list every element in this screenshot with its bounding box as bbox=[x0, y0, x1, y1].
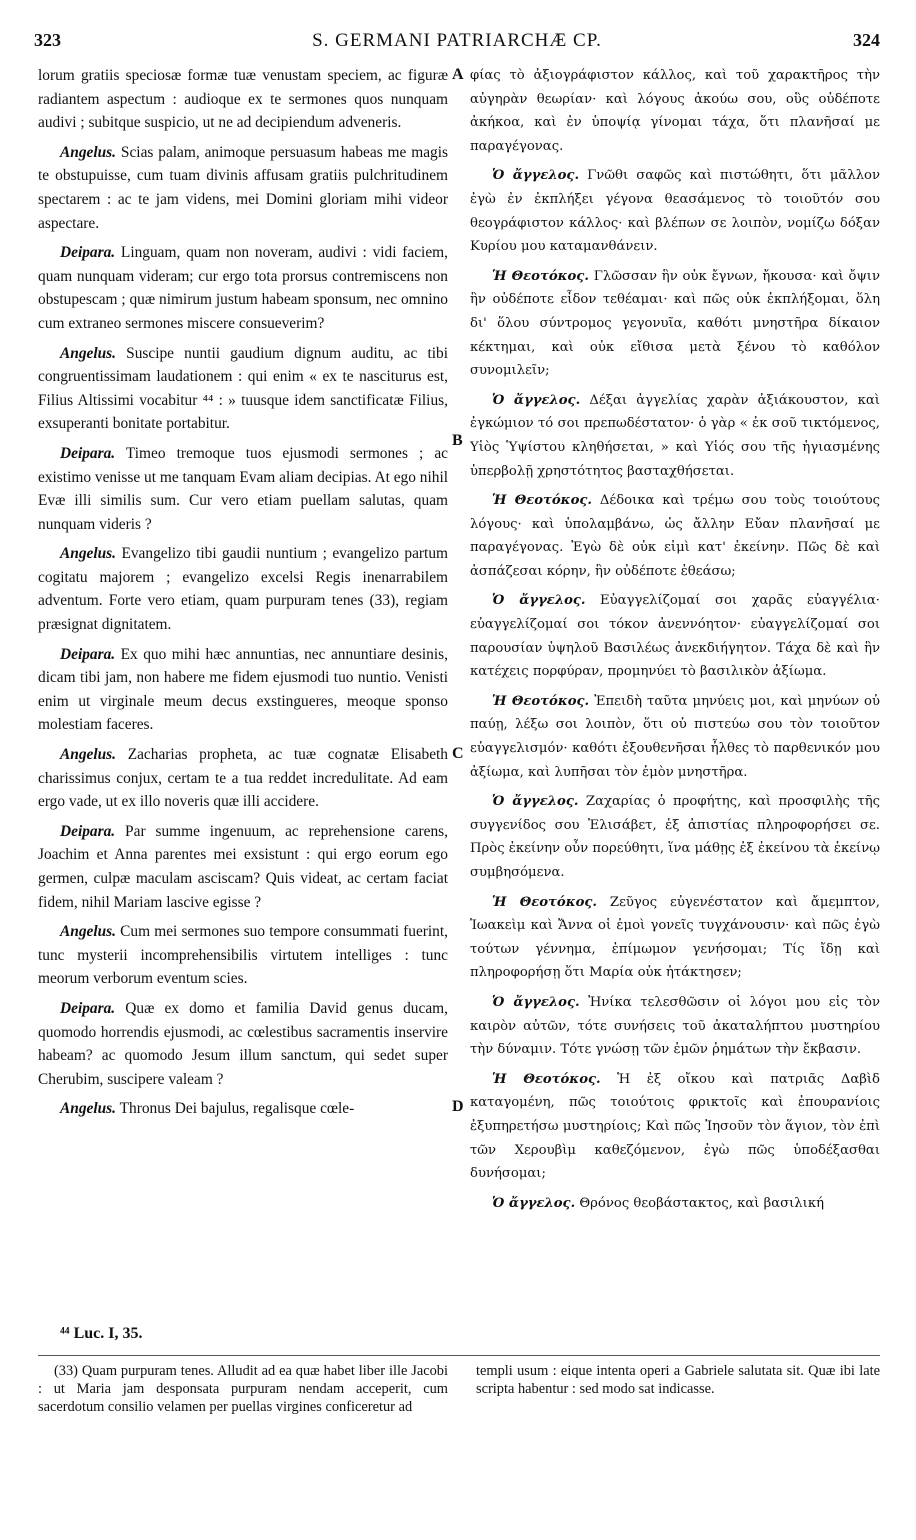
paragraph-text: Ἡ ἐξ οἴκου καὶ πατριᾶς Δαβὶδ καταγομένη, πῶς τοιούτοις φρικτοῖς καὶ ἐπουρανίοις ἐξυπηρετήσω μυστηρίοις; Καὶ πῶς Ἰησοῦν τὸν ἅγιον, τὸν ἐπὶ τῶν Χερουβὶμ καθεζόμενον, ἐγὼ πῶς ὑποδέξασθαι δυνήσομαι; bbox=[470, 1071, 880, 1182]
speaker-label: Ἡ Θεοτόκος. bbox=[492, 493, 592, 509]
greek-paragraph bbox=[470, 1068, 880, 1186]
latin-paragraph bbox=[38, 64, 448, 135]
paragraph-text: Linguam, quam non noveram, audivi : vidi faciem, quam nunquam videram; cur ergo tota prorsus contremiscens non obstupescam ; quæ nimirum justum habeam sponsum, nec omnino cum extraneo sermones miscere consueverim? bbox=[38, 244, 448, 332]
paragraph-text: Δέξαι ἀγγελίας χαρὰν ἀξιάκουστον, καὶ ἐγκώμιον τό σοι πρεπωδέστατον· ὁ γὰρ « ἐκ σοῦ τικτόμενος, Υἱὸς Ὑψίστου κληθήσεται, » καὶ Υἱός σου τῆς ἡγιασμένης ὑπερβολῇ χρηστότητος βασταχθήσεται. bbox=[470, 392, 880, 479]
paragraph-text: Θρόνος θεοβάστακτος, καὶ βασιλική bbox=[579, 1195, 824, 1211]
running-header bbox=[34, 30, 880, 58]
margin-letter-c: C bbox=[452, 745, 464, 762]
footnote-rule bbox=[38, 1355, 880, 1356]
greek-paragraph bbox=[470, 64, 880, 158]
speaker-label: Angelus. bbox=[60, 143, 117, 161]
paragraph-text: Thronus Dei bajulus, regalisque cœle- bbox=[119, 1100, 355, 1118]
page-number-left: 323 bbox=[34, 30, 61, 50]
speaker-label: Ἡ Θεοτόκος. bbox=[492, 268, 589, 284]
margin-letter-a: A bbox=[452, 66, 464, 83]
greek-paragraph bbox=[470, 489, 880, 583]
speaker-label: Deipara. bbox=[60, 645, 116, 663]
speaker-label: Deipara. bbox=[60, 822, 116, 840]
speaker-label: Angelus. bbox=[60, 923, 117, 941]
footnote-reference: ⁴⁴ Luc. I, 35. bbox=[60, 1325, 143, 1342]
speaker-label: Angelus. bbox=[60, 1100, 117, 1118]
latin-paragraph bbox=[38, 342, 448, 436]
greek-paragraph bbox=[470, 265, 880, 383]
speaker-label: Ἡ Θεοτόκος. bbox=[492, 693, 590, 709]
greek-paragraph bbox=[470, 891, 880, 985]
speaker-label: Ἡ Θεοτόκος. bbox=[492, 1071, 601, 1087]
paragraph-text: Ἐπειδὴ ταῦτα μηνύεις μοι, καὶ μηνύων οὐ παύῃ, λέξω σοι λοιπὸν, ὅτι οὐ πιστεύω σου τὸν τοιοῦτον εὐαγγελισμόν· καθότι ἐξουθενῆσαι ἦλθες τὸ παρθενικόν μου ἀξίωμα, καὶ λυπῆσαι τὸν ἐμὸν μνηστῆρα. bbox=[470, 693, 880, 780]
latin-paragraph bbox=[38, 820, 448, 914]
latin-paragraph bbox=[38, 743, 448, 814]
paragraph-text: Scias palam, animoque persuasum habeas me magis te obstupuisse, cum tuam divinis affusam gratiis pulchritudinem spectarem : ac te jam videns, mei Domini gloriam mihi videor aspectare. bbox=[38, 143, 448, 232]
speaker-label: Angelus. bbox=[60, 746, 117, 764]
speaker-label: Angelus. bbox=[60, 545, 117, 563]
running-title: S. GERMANI PATRIARCHÆ CP. bbox=[312, 30, 602, 51]
latin-column bbox=[38, 64, 448, 1127]
paragraph-text: Ex quo mihi hæc annuntias, nec annuntiare desinis, dicam tibi jam, non habere me fidem ejusmodi tuo nuntio. Venisti enim ut virginale meum decus exstingueres, meoque sponso molestiam faceres. bbox=[38, 645, 448, 734]
margin-letter-b: B bbox=[452, 432, 463, 449]
paragraph-text: Ζεῦγος εὐγενέστατον καὶ ἄμεμπτον, Ἰωακεὶμ καὶ Ἄννα οἱ ἐμοὶ γονεῖς τυγχάνουσιν· καὶ πῶς ἐγὼ τούτων γέννημα, ἐπίμωμον γενήσομαι; Τίς ἴδῃ καὶ πληροφορήσῃ ὅτι Μαρία οὐκ ἠτάκτησεν; bbox=[470, 894, 880, 981]
latin-paragraph bbox=[38, 1097, 448, 1121]
greek-paragraph bbox=[470, 1192, 880, 1216]
greek-paragraph bbox=[470, 991, 880, 1062]
speaker-label: Deipara. bbox=[60, 999, 116, 1017]
speaker-label: Ὁ ἄγγελος. bbox=[492, 168, 580, 184]
latin-paragraph bbox=[38, 241, 448, 335]
greek-paragraph bbox=[470, 589, 880, 683]
paragraph-text: Ἡνίκα τελεσθῶσιν οἱ λόγοι μου εἰς τὸν καιρὸν αὐτῶν, τότε συνήσεις τοῦ ἀκαταλήπτου μυστηρίου τὴν δύναμιν. Τότε γνώσῃ τῶν ἐμῶν ῥημάτων τὴν ἔκβασιν. bbox=[470, 994, 881, 1058]
latin-paragraph bbox=[38, 643, 448, 737]
paragraph-text: lorum gratiis speciosæ formæ tuæ venustam speciem, ac figuræ radiantem aspectum : audioque ex te sermones quos nunquam audivi ; subitque suspicio, ut ne ad decipiendum adveneris. bbox=[38, 67, 448, 132]
latin-paragraph bbox=[38, 141, 448, 235]
speaker-label: Ὁ ἄγγελος. bbox=[492, 1195, 576, 1211]
latin-paragraph bbox=[38, 442, 448, 536]
speaker-label: Ὁ ἄγγελος. bbox=[492, 794, 579, 810]
paragraph-text: Δέδοικα καὶ τρέμω σου τοὺς τοιούτους λόγους· καὶ ὑπολαμβάνω, ὡς ἄλλην Εὔαν πλανῆσαί με παραγέγονας. Ἐγὼ δὲ οὐκ εἰμὶ κατ' ἐκείνην. Πῶς δὲ καὶ ἀσπάζεσαι κόρην, ἣν οὐδέποτε ἐθεάσω; bbox=[470, 493, 880, 579]
paragraph-text: φίας τὸ ἀξιογράφιστον κάλλος, καὶ τοῦ χαρακτῆρος τὴν αὐγηρὰν θεωρίαν· καὶ λόγους ἀκούω σου, οὓς οὐδέποτε ἀκήκοα, καὶ ἐν ὑποψίᾳ γίνομαι τάχα, ὅτι πλανῆσαί με παραγέγονας. bbox=[470, 68, 880, 154]
paragraph-text: Suscipe nuntii gaudium dignum auditu, ac tibi congruentissimam laudationem : qui enim « ex te nasciturus est, Filius Altissimi vocabitur ⁴⁴ : » tuusque idem sanctificatæ Filius, exsuperanti bonitate portabitur. bbox=[38, 344, 448, 433]
speaker-label: Ὁ ἄγγελος. bbox=[492, 392, 581, 408]
latin-paragraph bbox=[38, 920, 448, 991]
speaker-label: Angelus. bbox=[60, 344, 117, 362]
paragraph-text: Zacharias propheta, ac tuæ cognatæ Elisabeth charissimus conjux, certam te a tua reddet incredulitate. Ad eam ergo vade, ut ex illo noveris quæ illi accidere. bbox=[38, 746, 448, 811]
paragraph-text: Ζαχαρίας ὁ προφήτης, καὶ προσφιλὴς τῆς συγγενίδος σου Ἐλισάβετ, ἐξ ἀπιστίας πληροφορήσει σε. Πρὸς ἐκείνην οὖν πορεύθητι, ἵνα μάθῃς ἐξ ἐκείνου τὰ ἐκείνῳ συμβησόμενα. bbox=[470, 794, 880, 880]
editorial-note-right: templi usum : eique intenta operi a Gabriele salutata sit. Quæ ibi late scripta habentur : sed modo sat indicasse. bbox=[476, 1363, 880, 1397]
margin-letter-d: D bbox=[452, 1098, 464, 1115]
paragraph-text: Εὐαγγελίζομαί σοι χαρᾶς εὐαγγέλια· εὐαγγελίζομαί σοι τόκον ἀνεννόητον· εὐαγγελίζομαί σοι παρουσίαν ὑψηλοῦ Βασιλέως ἀνεκδιήγητον. Τάχα δὲ καὶ ἣν κατέχεις πορφύραν, προμηνύει τὸ βασιλικὸν ἀξίωμα. bbox=[470, 593, 881, 680]
page-number-right: 324 bbox=[853, 30, 880, 50]
latin-paragraph bbox=[38, 542, 448, 636]
paragraph-text: Quæ ex domo et familia David genus ducam, quomodo horrendis ejusmodi, ac cœlestibus sacramentis inservire habeam? ac quomodo Jesum illum sanctum, qui sedet super Cherubim, suscipere valeam ? bbox=[38, 999, 448, 1088]
speaker-label: Ὁ ἄγγελος. bbox=[492, 994, 580, 1010]
paragraph-text: Cum mei sermones suo tempore consummati fuerint, tunc mysterii incomprehensibilis virtutem intelliges : tunc meorum verborum eventum scies. bbox=[38, 923, 448, 988]
paragraph-text: Par summe ingenuum, ac reprehensione carens, Joachim et Anna parentes mei exsistunt : qui ergo eorum ego germen, culpæ maculam asciscam? Quis videat, ac certam faciat fidem, nihil Mariam lascive egisse ? bbox=[38, 822, 448, 911]
speaker-label: Deipara. bbox=[60, 244, 116, 262]
speaker-label: Deipara. bbox=[60, 444, 116, 462]
greek-column bbox=[470, 64, 880, 1221]
latin-paragraph bbox=[38, 997, 448, 1091]
paragraph-text: Γλῶσσαν ἣν οὐκ ἔγνων, ἤκουσα· καὶ ὄψιν ἣν οὐδέποτε εἶδον τεθέαμαι· καὶ πῶς οὐκ ἐκπλήξομαι, ὅλη δι' ὅλου σύντρομος γεγονυῖα, καθότι μνηστῆρα δίκαιον κέκτημαι, καὶ οὐκ εἴθισα μετὰ ξένου τὸ καθόλον συνομιλεῖν; bbox=[470, 268, 880, 379]
paragraph-text: Evangelizo tibi gaudii nuntium ; evangelizo partum cogitatu majorem ; evangelizo excelsi Regis inenarrabilem adventum. Forte vero etiam, quam purpuram tenes (33), regiam præsignat dignitatem. bbox=[38, 545, 448, 634]
editorial-note-left: (33) Quam purpuram tenes. Alludit ad ea quæ habet liber ille Jacobi : ut Maria jam desponsata purpuram nendam acceperit, cum sacerdotum consilio velamen per puellas virgines conficeretur ad bbox=[38, 1363, 448, 1415]
paragraph-text: Γνῶθι σαφῶς καὶ πιστώθητι, ὅτι μᾶλλον ἐγὼ ἐν ἐκπλήξει γέγονα θεασάμενος τὸ τοιοῦτόν σου θεογράφιστον κάλλος· καὶ βλέπων σε λοιπὸν, νομίζω δόξαν Κυρίου μου καταμανθάνειν. bbox=[470, 168, 881, 255]
greek-paragraph bbox=[470, 790, 880, 884]
greek-paragraph bbox=[470, 690, 880, 784]
speaker-label: Ἡ Θεοτόκος. bbox=[492, 894, 597, 910]
greek-paragraph bbox=[470, 164, 880, 258]
greek-paragraph bbox=[470, 389, 880, 483]
speaker-label: Ὁ ἄγγελος. bbox=[492, 593, 586, 609]
paragraph-text: Timeo tremoque tuos ejusmodi sermones ; ac existimo venisse ut me tanquam Evam aliam decipias. At ego nihil Evæ illi similis sum. Cur vero etiam puellam salutas, quam nunquam videris ? bbox=[38, 444, 448, 533]
